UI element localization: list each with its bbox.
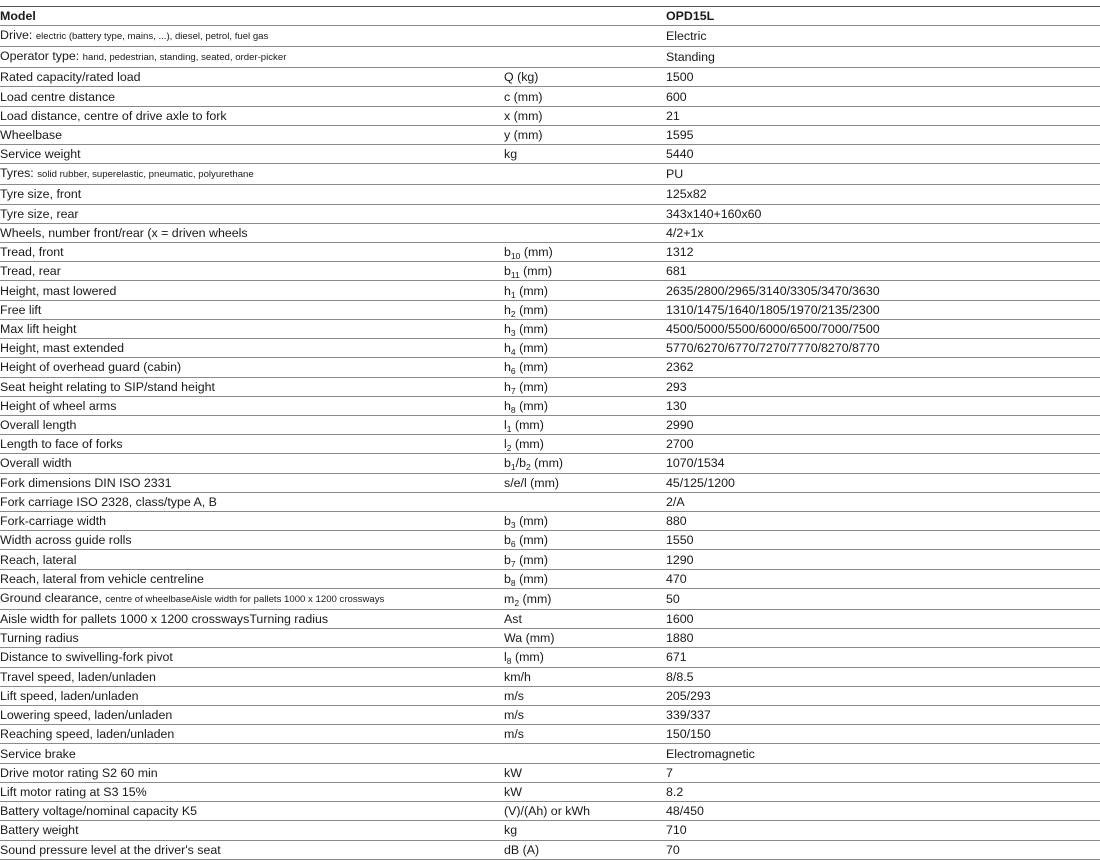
unit-suffix: (mm) bbox=[515, 302, 548, 317]
row-name: Operator type: bbox=[0, 49, 80, 64]
row-name: Rated capacity/rated load bbox=[0, 70, 141, 85]
row-name: Distance to swivelling-fork pivot bbox=[0, 650, 173, 665]
unit-symbol: m/s bbox=[504, 688, 524, 703]
row-value: 8/8.5 bbox=[666, 667, 1100, 686]
row-unit bbox=[504, 550, 666, 569]
unit-symbol: kg bbox=[504, 823, 518, 838]
row-label bbox=[0, 145, 504, 164]
unit-subscript: 7 bbox=[510, 385, 516, 396]
unit-symbol: b bbox=[504, 571, 511, 586]
table-row bbox=[0, 281, 1100, 300]
row-label bbox=[0, 319, 504, 338]
row-label bbox=[0, 744, 504, 763]
row-value: 470 bbox=[666, 569, 1100, 588]
row-name: Lift motor rating at S3 15% bbox=[0, 784, 147, 799]
row-label bbox=[0, 87, 504, 106]
unit-suffix: (mm) bbox=[530, 456, 564, 471]
row-label bbox=[0, 550, 504, 569]
table-row bbox=[0, 185, 1100, 204]
table-row bbox=[0, 26, 1100, 47]
row-label bbox=[0, 840, 504, 859]
row-value: 343x140+160x60 bbox=[666, 204, 1100, 223]
row-label bbox=[0, 588, 504, 609]
row-unit bbox=[504, 763, 666, 782]
row-label bbox=[0, 763, 504, 782]
row-label bbox=[0, 396, 504, 415]
unit-symbol: m bbox=[504, 591, 515, 606]
row-name: Wheelbase bbox=[0, 127, 62, 142]
row-value: 70 bbox=[666, 840, 1100, 859]
row-value: 2700 bbox=[666, 435, 1100, 454]
table-row bbox=[0, 396, 1100, 415]
row-unit bbox=[504, 473, 666, 492]
unit-symbol: kW bbox=[504, 784, 522, 799]
row-name: Overall length bbox=[0, 418, 77, 433]
row-name: Reaching speed, laden/unladen bbox=[0, 727, 175, 742]
unit-symbol: l bbox=[504, 437, 507, 452]
unit-subscript: 8 bbox=[510, 577, 516, 588]
row-unit bbox=[504, 319, 666, 338]
row-name: Tread, front bbox=[0, 245, 64, 260]
row-label bbox=[0, 667, 504, 686]
row-name: Lowering speed, laden/unladen bbox=[0, 708, 173, 723]
table-row bbox=[0, 145, 1100, 164]
row-unit bbox=[504, 185, 666, 204]
row-name: Width across guide rolls bbox=[0, 533, 132, 548]
row-unit bbox=[504, 300, 666, 319]
unit-subscript: 4 bbox=[510, 347, 516, 358]
table-row bbox=[0, 300, 1100, 319]
row-name: Service brake bbox=[0, 746, 76, 761]
row-value: 1310/1475/1640/1805/1970/2135/2300 bbox=[666, 300, 1100, 319]
row-name: Seat height relating to SIP/stand height bbox=[0, 379, 215, 394]
row-name: Reach, lateral from vehicle centreline bbox=[0, 571, 204, 586]
table-row bbox=[0, 223, 1100, 242]
row-note: electric (battery type, mains, ...), diesel, petrol, fuel gas bbox=[35, 31, 269, 43]
unit-suffix: (mm) bbox=[519, 591, 552, 606]
row-name: Sound pressure level at the driver's seat bbox=[0, 842, 221, 857]
row-label bbox=[0, 531, 504, 550]
unit-suffix: (mm) bbox=[515, 379, 548, 394]
row-label bbox=[0, 629, 504, 648]
row-label bbox=[0, 281, 504, 300]
row-label bbox=[0, 415, 504, 434]
row-unit bbox=[504, 609, 666, 628]
row-unit bbox=[504, 782, 666, 801]
unit-symbol: s/e/l (mm) bbox=[504, 475, 560, 490]
unit-symbol: x (mm) bbox=[504, 108, 543, 123]
table-row bbox=[0, 667, 1100, 686]
row-name: Fork carriage ISO 2328, class/type A, B bbox=[0, 494, 217, 509]
row-value: 48/450 bbox=[666, 802, 1100, 821]
table-row bbox=[0, 588, 1100, 609]
row-unit bbox=[504, 531, 666, 550]
row-value: 600 bbox=[666, 87, 1100, 106]
unit-symbol: m/s bbox=[504, 727, 524, 742]
unit-header bbox=[504, 7, 666, 26]
unit-subscript: 6 bbox=[510, 366, 516, 377]
spec-table bbox=[0, 7, 1100, 860]
row-value: 4/2+1x bbox=[666, 223, 1100, 242]
row-name: Tyres: bbox=[0, 166, 34, 181]
unit-suffix: (mm) bbox=[515, 321, 548, 336]
row-name: Length to face of forks bbox=[0, 437, 123, 452]
row-value: 150/150 bbox=[666, 725, 1100, 744]
row-unit bbox=[504, 377, 666, 396]
row-label bbox=[0, 725, 504, 744]
row-name: Service weight bbox=[0, 147, 81, 162]
row-value: 1070/1534 bbox=[666, 454, 1100, 473]
row-value: Electric bbox=[666, 26, 1100, 47]
table-row bbox=[0, 164, 1100, 185]
row-name: Turning radius bbox=[0, 631, 79, 646]
row-name: Tyre size, front bbox=[0, 187, 82, 202]
row-name: Drive motor rating S2 60 min bbox=[0, 765, 158, 780]
row-name: Free lift bbox=[0, 302, 42, 317]
unit-suffix: (mm) bbox=[515, 360, 548, 375]
row-label bbox=[0, 821, 504, 840]
row-value: 1312 bbox=[666, 242, 1100, 261]
row-label bbox=[0, 706, 504, 725]
unit-symbol: dB (A) bbox=[504, 842, 540, 857]
table-row bbox=[0, 358, 1100, 377]
header-row bbox=[0, 7, 1100, 26]
unit-symbol: b bbox=[504, 533, 511, 548]
row-name: Reach, lateral bbox=[0, 552, 77, 567]
table-row bbox=[0, 725, 1100, 744]
row-unit bbox=[504, 840, 666, 859]
unit-symbol: b bbox=[504, 552, 511, 567]
unit-suffix: (mm) bbox=[515, 514, 548, 529]
unit-symbol: h bbox=[504, 398, 511, 413]
row-value: 8.2 bbox=[666, 782, 1100, 801]
row-value: 21 bbox=[666, 106, 1100, 125]
unit-symbol: b bbox=[504, 514, 511, 529]
table-row bbox=[0, 435, 1100, 454]
unit-subscript: 8 bbox=[510, 404, 516, 415]
row-name: Lift speed, laden/unladen bbox=[0, 688, 139, 703]
unit-symbol: l bbox=[504, 650, 507, 665]
unit-suffix: /b bbox=[515, 456, 526, 471]
unit-symbol: h bbox=[504, 321, 511, 336]
row-unit bbox=[504, 125, 666, 144]
table-row bbox=[0, 377, 1100, 396]
unit-symbol: (V)/(Ah) or kWh bbox=[504, 804, 591, 819]
unit-subscript: 2 bbox=[506, 443, 512, 454]
unit-symbol: y (mm) bbox=[504, 127, 543, 142]
table-row bbox=[0, 68, 1100, 87]
unit-subscript: 3 bbox=[510, 327, 516, 338]
row-unit bbox=[504, 435, 666, 454]
row-name: Travel speed, laden/unladen bbox=[0, 669, 156, 684]
row-name: Tyre size, rear bbox=[0, 206, 79, 221]
row-name: Height of overhead guard (cabin) bbox=[0, 360, 182, 375]
row-unit bbox=[504, 145, 666, 164]
unit-symbol: m/s bbox=[504, 708, 524, 723]
table-row bbox=[0, 47, 1100, 68]
row-value: PU bbox=[666, 164, 1100, 185]
row-value: 125x82 bbox=[666, 185, 1100, 204]
row-label bbox=[0, 609, 504, 628]
row-value: 1290 bbox=[666, 550, 1100, 569]
row-value: Electromagnetic bbox=[666, 744, 1100, 763]
row-name: Height of wheel arms bbox=[0, 398, 117, 413]
row-unit bbox=[504, 358, 666, 377]
row-unit bbox=[504, 454, 666, 473]
unit-symbol: c (mm) bbox=[504, 89, 543, 104]
table-row bbox=[0, 802, 1100, 821]
row-label bbox=[0, 686, 504, 705]
row-label bbox=[0, 377, 504, 396]
table-row bbox=[0, 821, 1100, 840]
row-unit bbox=[504, 26, 666, 47]
row-unit bbox=[504, 339, 666, 358]
row-unit bbox=[504, 223, 666, 242]
unit-suffix: (mm) bbox=[511, 418, 544, 433]
row-name: Wheels, number front/rear (x = driven wheels bbox=[0, 225, 248, 240]
table-row bbox=[0, 125, 1100, 144]
unit-symbol: l bbox=[504, 418, 507, 433]
model-label: Model bbox=[0, 7, 504, 26]
unit-symbol: kW bbox=[504, 765, 522, 780]
row-label bbox=[0, 339, 504, 358]
row-value: 880 bbox=[666, 512, 1100, 531]
unit-symbol: b bbox=[504, 264, 511, 279]
row-label bbox=[0, 802, 504, 821]
unit-suffix: (mm) bbox=[515, 552, 548, 567]
unit-symbol: Q (kg) bbox=[504, 70, 539, 85]
row-note: solid rubber, superelastic, pneumatic, polyurethane bbox=[37, 169, 254, 181]
table-row bbox=[0, 686, 1100, 705]
row-unit bbox=[504, 47, 666, 68]
unit-symbol: b bbox=[504, 456, 511, 471]
row-unit bbox=[504, 204, 666, 223]
unit-suffix: (mm) bbox=[515, 283, 548, 298]
table-row bbox=[0, 840, 1100, 859]
row-label bbox=[0, 164, 504, 185]
row-unit bbox=[504, 569, 666, 588]
row-label bbox=[0, 473, 504, 492]
table-row bbox=[0, 454, 1100, 473]
row-unit bbox=[504, 396, 666, 415]
row-name: Load distance, centre of drive axle to fork bbox=[0, 108, 227, 123]
row-name: Overall width bbox=[0, 456, 72, 471]
row-value: 4500/5000/5500/6000/6500/7000/7500 bbox=[666, 319, 1100, 338]
unit-subscript: 2 bbox=[510, 308, 516, 319]
row-value: 1500 bbox=[666, 68, 1100, 87]
row-unit bbox=[504, 164, 666, 185]
row-unit bbox=[504, 629, 666, 648]
row-unit bbox=[504, 821, 666, 840]
row-note: hand, pedestrian, standing, seated, order-picker bbox=[82, 52, 287, 64]
row-label bbox=[0, 569, 504, 588]
row-value: Standing bbox=[666, 47, 1100, 68]
row-unit bbox=[504, 648, 666, 667]
table-row bbox=[0, 782, 1100, 801]
row-unit bbox=[504, 106, 666, 125]
row-value: 50 bbox=[666, 588, 1100, 609]
row-label bbox=[0, 648, 504, 667]
row-label bbox=[0, 242, 504, 261]
unit-suffix: (mm) bbox=[511, 437, 544, 452]
unit-symbol: h bbox=[504, 341, 511, 356]
row-label bbox=[0, 435, 504, 454]
row-value: 5440 bbox=[666, 145, 1100, 164]
row-value: 45/125/1200 bbox=[666, 473, 1100, 492]
row-name: Height, mast lowered bbox=[0, 283, 117, 298]
row-name: Max lift height bbox=[0, 321, 77, 336]
row-name: Load centre distance bbox=[0, 89, 116, 104]
row-name: Drive: bbox=[0, 28, 33, 43]
row-name: Fork dimensions DIN ISO 2331 bbox=[0, 475, 172, 490]
unit-subscript: 1 bbox=[506, 424, 512, 435]
unit-suffix: (mm) bbox=[515, 341, 548, 356]
row-value: 2/A bbox=[666, 492, 1100, 511]
unit-subscript: 10 bbox=[510, 251, 521, 262]
table-row bbox=[0, 550, 1100, 569]
row-value: 130 bbox=[666, 396, 1100, 415]
row-label bbox=[0, 223, 504, 242]
unit-symbol: Ast bbox=[504, 612, 522, 627]
row-unit bbox=[504, 725, 666, 744]
unit-symbol: h bbox=[504, 360, 511, 375]
row-label bbox=[0, 26, 504, 47]
row-value: 7 bbox=[666, 763, 1100, 782]
unit-suffix: (mm) bbox=[515, 533, 548, 548]
row-label bbox=[0, 68, 504, 87]
row-name: Aisle width for pallets 1000 x 1200 crosswaysTurning radius bbox=[0, 612, 329, 627]
row-value: 205/293 bbox=[666, 686, 1100, 705]
table-row bbox=[0, 204, 1100, 223]
row-unit bbox=[504, 68, 666, 87]
row-value: 2362 bbox=[666, 358, 1100, 377]
table-row bbox=[0, 242, 1100, 261]
row-unit bbox=[504, 706, 666, 725]
unit-symbol: h bbox=[504, 283, 511, 298]
row-label bbox=[0, 358, 504, 377]
row-note: centre of wheelbaseAisle width for pallets 1000 x 1200 crossways bbox=[105, 593, 385, 605]
row-value: 1595 bbox=[666, 125, 1100, 144]
row-label bbox=[0, 512, 504, 531]
unit-symbol: h bbox=[504, 302, 511, 317]
table-row bbox=[0, 744, 1100, 763]
unit-symbol: Wa (mm) bbox=[504, 631, 555, 646]
unit-subscript: 2 bbox=[514, 597, 520, 608]
row-label bbox=[0, 125, 504, 144]
row-name: Ground clearance, bbox=[0, 590, 102, 605]
unit-subscript: 3 bbox=[510, 520, 516, 531]
row-label bbox=[0, 454, 504, 473]
unit-subscript: 7 bbox=[510, 558, 516, 569]
row-value: 671 bbox=[666, 648, 1100, 667]
unit-symbol: h bbox=[504, 379, 511, 394]
unit-symbol: kg bbox=[504, 147, 518, 162]
table-row bbox=[0, 648, 1100, 667]
row-unit bbox=[504, 802, 666, 821]
unit-suffix: (mm) bbox=[515, 571, 548, 586]
table-row bbox=[0, 569, 1100, 588]
table-row bbox=[0, 706, 1100, 725]
table-row bbox=[0, 339, 1100, 358]
table-row bbox=[0, 319, 1100, 338]
unit-subscript: 6 bbox=[510, 539, 516, 550]
unit-symbol: b bbox=[504, 245, 511, 260]
table-row bbox=[0, 609, 1100, 628]
row-unit bbox=[504, 415, 666, 434]
unit-suffix: (mm) bbox=[511, 650, 544, 665]
table-row bbox=[0, 87, 1100, 106]
row-unit bbox=[504, 262, 666, 281]
row-name: Battery weight bbox=[0, 823, 79, 838]
row-label bbox=[0, 204, 504, 223]
row-value: 339/337 bbox=[666, 706, 1100, 725]
row-unit bbox=[504, 492, 666, 511]
unit-subscript: 1 bbox=[510, 462, 516, 473]
table-row bbox=[0, 531, 1100, 550]
unit-suffix: (mm) bbox=[515, 398, 548, 413]
row-value: 1600 bbox=[666, 609, 1100, 628]
row-value: 2635/2800/2965/3140/3305/3470/3630 bbox=[666, 281, 1100, 300]
model-value: OPD15L bbox=[666, 7, 1100, 26]
table-row bbox=[0, 473, 1100, 492]
row-unit bbox=[504, 667, 666, 686]
unit-suffix: (mm) bbox=[520, 245, 553, 260]
table-row bbox=[0, 763, 1100, 782]
table-row bbox=[0, 629, 1100, 648]
row-label bbox=[0, 492, 504, 511]
table-row bbox=[0, 106, 1100, 125]
unit-symbol: km/h bbox=[504, 669, 531, 684]
table-row bbox=[0, 415, 1100, 434]
unit-subscript: 8 bbox=[506, 656, 512, 667]
row-value: 710 bbox=[666, 821, 1100, 840]
unit-subscript: 2 bbox=[525, 462, 531, 473]
row-label bbox=[0, 300, 504, 319]
row-label bbox=[0, 262, 504, 281]
row-value: 293 bbox=[666, 377, 1100, 396]
row-name: Fork-carriage width bbox=[0, 514, 107, 529]
row-name: Height, mast extended bbox=[0, 341, 124, 356]
row-unit bbox=[504, 512, 666, 531]
row-value: 5770/6270/6770/7270/7770/8270/8770 bbox=[666, 339, 1100, 358]
row-unit bbox=[504, 281, 666, 300]
table-row bbox=[0, 492, 1100, 511]
unit-suffix: (mm) bbox=[519, 264, 553, 279]
table-row bbox=[0, 262, 1100, 281]
row-label bbox=[0, 106, 504, 125]
unit-subscript: 1 bbox=[510, 289, 516, 300]
row-label bbox=[0, 47, 504, 68]
row-value: 681 bbox=[666, 262, 1100, 281]
row-value: 1880 bbox=[666, 629, 1100, 648]
row-value: 2990 bbox=[666, 415, 1100, 434]
row-unit bbox=[504, 87, 666, 106]
row-name: Tread, rear bbox=[0, 264, 61, 279]
row-unit bbox=[504, 744, 666, 763]
table-row bbox=[0, 512, 1100, 531]
row-unit bbox=[504, 588, 666, 609]
row-label bbox=[0, 185, 504, 204]
row-value: 1550 bbox=[666, 531, 1100, 550]
row-unit bbox=[504, 242, 666, 261]
unit-subscript: 11 bbox=[510, 270, 520, 281]
row-name: Battery voltage/nominal capacity K5 bbox=[0, 804, 197, 819]
row-unit bbox=[504, 686, 666, 705]
row-label bbox=[0, 782, 504, 801]
